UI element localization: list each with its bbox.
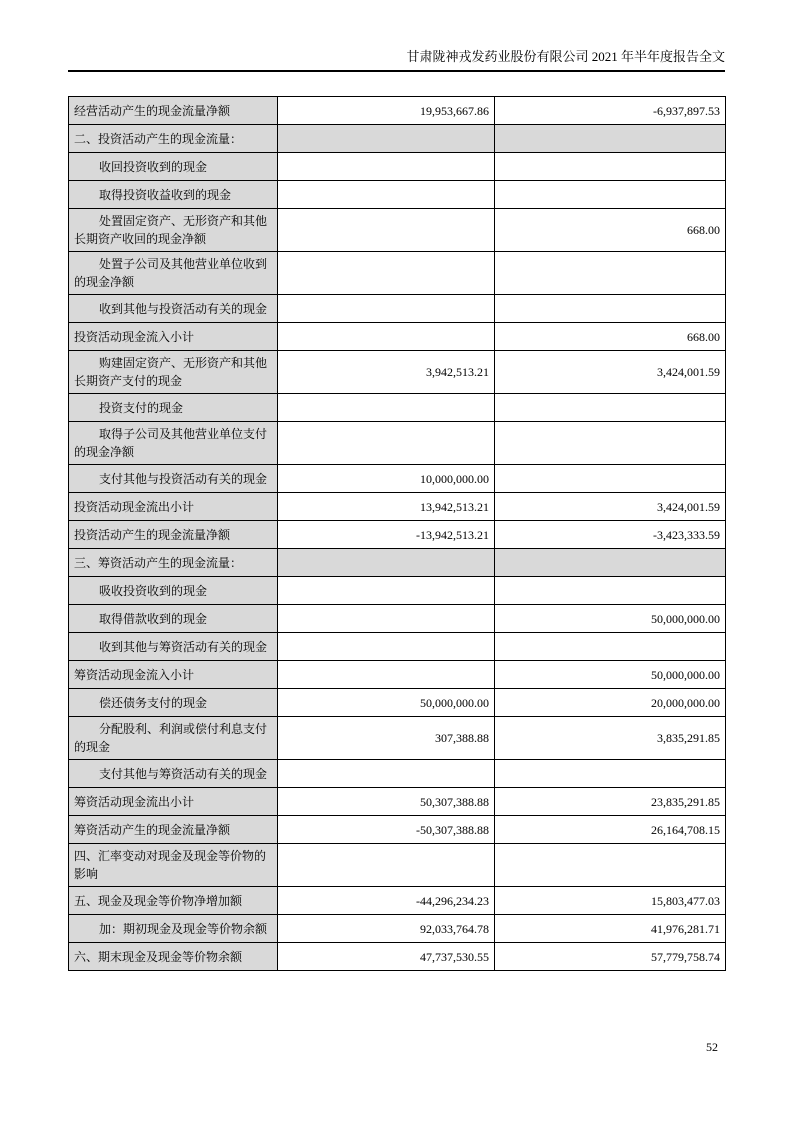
table-row xyxy=(69,422,726,465)
amount-prior-period xyxy=(495,549,726,577)
amount-prior-period: 15,803,477.03 xyxy=(495,887,726,915)
header-divider-rule xyxy=(68,70,725,72)
row-label: 加：期初现金及现金等价物余额 xyxy=(69,915,278,943)
row-label: 支付其他与筹资活动有关的现金 xyxy=(69,760,278,788)
table-row xyxy=(69,844,726,887)
row-label: 筹资活动现金流出小计 xyxy=(69,788,278,816)
table-row xyxy=(69,887,726,915)
row-label: 投资活动现金流出小计 xyxy=(69,493,278,521)
amount-current-period xyxy=(278,760,495,788)
table-row xyxy=(69,323,726,351)
amount-current-period xyxy=(278,209,495,252)
amount-current-period: 19,953,667.86 xyxy=(278,97,495,125)
table-row xyxy=(69,577,726,605)
row-label: 处置固定资产、无形资产和其他长期资产收回的现金净额 xyxy=(69,209,278,252)
amount-prior-period xyxy=(495,153,726,181)
row-label: 六、期末现金及现金等价物余额 xyxy=(69,943,278,971)
table-row xyxy=(69,788,726,816)
row-label: 分配股利、利润或偿付利息支付的现金 xyxy=(69,717,278,760)
amount-current-period xyxy=(278,153,495,181)
row-label: 三、筹资活动产生的现金流量： xyxy=(69,549,278,577)
amount-prior-period: 26,164,708.15 xyxy=(495,816,726,844)
amount-current-period xyxy=(278,181,495,209)
amount-prior-period xyxy=(495,394,726,422)
amount-current-period xyxy=(278,323,495,351)
table-row xyxy=(69,549,726,577)
amount-current-period: 307,388.88 xyxy=(278,717,495,760)
amount-current-period xyxy=(278,844,495,887)
table-row xyxy=(69,605,726,633)
amount-prior-period: 3,835,291.85 xyxy=(495,717,726,760)
amount-prior-period xyxy=(495,295,726,323)
amount-prior-period xyxy=(495,181,726,209)
amount-prior-period: -6,937,897.53 xyxy=(495,97,726,125)
row-label: 取得子公司及其他营业单位支付的现金净额 xyxy=(69,422,278,465)
amount-current-period xyxy=(278,577,495,605)
amount-prior-period xyxy=(495,422,726,465)
table-row xyxy=(69,717,726,760)
amount-current-period: 50,000,000.00 xyxy=(278,689,495,717)
cash-flow-table-body xyxy=(69,97,726,971)
row-label: 处置子公司及其他营业单位收到的现金净额 xyxy=(69,252,278,295)
table-row xyxy=(69,295,726,323)
amount-current-period xyxy=(278,295,495,323)
amount-current-period: 3,942,513.21 xyxy=(278,351,495,394)
row-label: 吸收投资收到的现金 xyxy=(69,577,278,605)
table-row xyxy=(69,351,726,394)
table-row xyxy=(69,97,726,125)
amount-prior-period: 3,424,001.59 xyxy=(495,351,726,394)
amount-prior-period: 41,976,281.71 xyxy=(495,915,726,943)
amount-prior-period: 668.00 xyxy=(495,323,726,351)
row-label: 二、投资活动产生的现金流量： xyxy=(69,125,278,153)
amount-prior-period: 668.00 xyxy=(495,209,726,252)
amount-current-period xyxy=(278,661,495,689)
row-label: 收回投资收到的现金 xyxy=(69,153,278,181)
table-row xyxy=(69,252,726,295)
amount-current-period: 13,942,513.21 xyxy=(278,493,495,521)
amount-prior-period xyxy=(495,465,726,493)
amount-prior-period: -3,423,333.59 xyxy=(495,521,726,549)
table-row xyxy=(69,125,726,153)
table-row xyxy=(69,633,726,661)
amount-current-period: 47,737,530.55 xyxy=(278,943,495,971)
amount-current-period: -50,307,388.88 xyxy=(278,816,495,844)
row-label: 投资支付的现金 xyxy=(69,394,278,422)
amount-current-period xyxy=(278,549,495,577)
row-label: 投资活动现金流入小计 xyxy=(69,323,278,351)
row-label: 偿还债务支付的现金 xyxy=(69,689,278,717)
amount-current-period xyxy=(278,125,495,153)
report-title-header: 甘肃陇神戎发药业股份有限公司 2021 年半年度报告全文 xyxy=(406,49,725,64)
amount-prior-period: 20,000,000.00 xyxy=(495,689,726,717)
amount-current-period: -44,296,234.23 xyxy=(278,887,495,915)
amount-current-period xyxy=(278,605,495,633)
amount-prior-period: 57,779,758.74 xyxy=(495,943,726,971)
table-row xyxy=(69,493,726,521)
table-row xyxy=(69,943,726,971)
amount-prior-period xyxy=(495,125,726,153)
row-label: 收到其他与投资活动有关的现金 xyxy=(69,295,278,323)
table-row xyxy=(69,661,726,689)
amount-current-period xyxy=(278,633,495,661)
table-row xyxy=(69,689,726,717)
row-label: 取得借款收到的现金 xyxy=(69,605,278,633)
row-label: 投资活动产生的现金流量净额 xyxy=(69,521,278,549)
row-label: 四、汇率变动对现金及现金等价物的影响 xyxy=(69,844,278,887)
amount-current-period: 10,000,000.00 xyxy=(278,465,495,493)
row-label: 购建固定资产、无形资产和其他长期资产支付的现金 xyxy=(69,351,278,394)
table-row xyxy=(69,153,726,181)
table-row xyxy=(69,465,726,493)
table-row xyxy=(69,394,726,422)
table-row xyxy=(69,209,726,252)
row-label: 五、现金及现金等价物净增加额 xyxy=(69,887,278,915)
row-label: 筹资活动现金流入小计 xyxy=(69,661,278,689)
amount-current-period: 50,307,388.88 xyxy=(278,788,495,816)
amount-prior-period xyxy=(495,844,726,887)
amount-prior-period xyxy=(495,577,726,605)
amount-prior-period: 23,835,291.85 xyxy=(495,788,726,816)
page-number: 52 xyxy=(706,1040,718,1054)
amount-current-period xyxy=(278,252,495,295)
amount-prior-period: 50,000,000.00 xyxy=(495,605,726,633)
cash-flow-statement-table xyxy=(68,96,726,971)
table-row xyxy=(69,816,726,844)
table-row xyxy=(69,521,726,549)
table-row xyxy=(69,760,726,788)
row-label: 支付其他与投资活动有关的现金 xyxy=(69,465,278,493)
table-row xyxy=(69,181,726,209)
amount-prior-period xyxy=(495,252,726,295)
amount-current-period: 92,033,764.78 xyxy=(278,915,495,943)
row-label: 取得投资收益收到的现金 xyxy=(69,181,278,209)
row-label: 筹资活动产生的现金流量净额 xyxy=(69,816,278,844)
row-label: 经营活动产生的现金流量净额 xyxy=(69,97,278,125)
amount-current-period: -13,942,513.21 xyxy=(278,521,495,549)
amount-prior-period: 3,424,001.59 xyxy=(495,493,726,521)
amount-prior-period xyxy=(495,760,726,788)
row-label: 收到其他与筹资活动有关的现金 xyxy=(69,633,278,661)
amount-prior-period: 50,000,000.00 xyxy=(495,661,726,689)
table-row xyxy=(69,915,726,943)
amount-current-period xyxy=(278,422,495,465)
amount-current-period xyxy=(278,394,495,422)
amount-prior-period xyxy=(495,633,726,661)
